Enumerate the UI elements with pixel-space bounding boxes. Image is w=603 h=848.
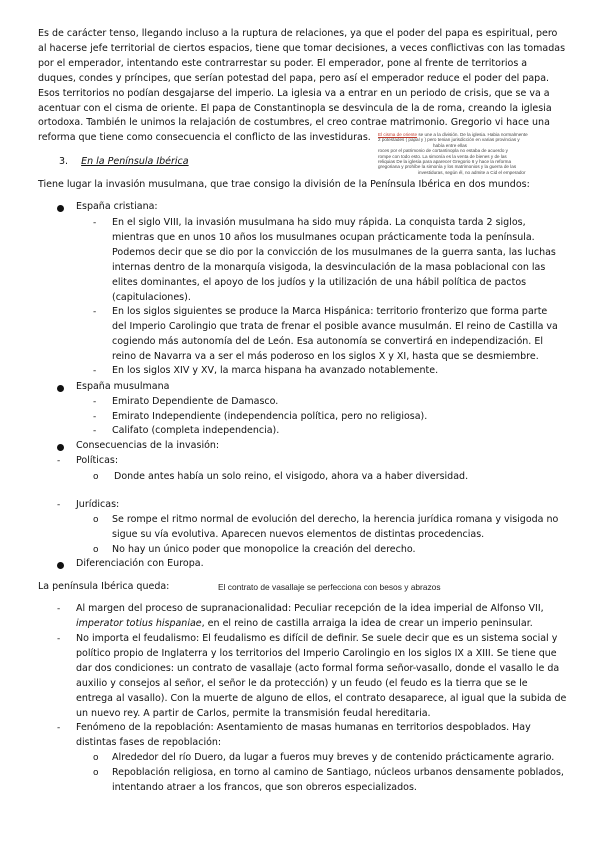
note-line: investiduras, según él, no admite a Cid el emperador xyxy=(418,169,526,175)
cristiana-item-3: En los siglos XIV y XV, la marca hispana ha avanzado notablemente. xyxy=(112,365,439,376)
dash-marker: - xyxy=(57,604,61,614)
bullet-marker xyxy=(57,205,64,212)
section-heading xyxy=(59,155,189,170)
note-line: había entre ellas xyxy=(433,142,467,148)
intro-line: acentuar con el cisma de oriente. El papa de Constantinopla se desvincula de la de roma, creando la iglesia xyxy=(38,102,552,114)
item-line: Podemos decir que se dio por la convicción de los musulmanes de la guerra santa, las luchas xyxy=(112,246,556,258)
bullet-marker xyxy=(57,444,64,451)
item-line-rest: , en el reino de castilla arraiga la idea de crear un imperio peninsular. xyxy=(201,617,533,629)
section-number: 3. xyxy=(59,156,69,167)
peninsula-aside-note: El contrato de vasallaje se perfecciona con besos y abrazos xyxy=(218,582,441,592)
intro-line: duques, condes y príncipes, que serían potestad del papa, pero así el emperador reduce el poder del papa. xyxy=(38,72,550,84)
peninsula-queda-label: La península Ibérica queda: xyxy=(38,581,170,592)
note-line: roces por el patrimonio de cortantinopla no estaba de acuerdo y xyxy=(378,148,508,154)
intro-line: Esos territorios no podían desgajarse del imperio. La iglesia va a entrar en un periodo de crisis, que se va a xyxy=(38,87,550,99)
item-line: En los siglos siguientes se produce la Marca Hispánica: territorio fronterizo que forma parte xyxy=(112,306,548,317)
item-line: (capitulaciones). xyxy=(112,291,191,303)
cristiana-item-2 xyxy=(112,305,558,365)
politicas-title: Políticas: xyxy=(76,455,119,466)
final-item-c xyxy=(76,721,531,751)
note-line: 2 potestades ( papal y ) pero tenian jurisdicción en varias provincias y xyxy=(378,137,520,143)
espana-cristiana-title: España cristiana: xyxy=(76,201,158,212)
final-item-b xyxy=(76,632,566,721)
politicas-item: Donde antes había un solo reino, el visigodo, ahora va a haber diversidad. xyxy=(114,471,469,482)
intro-line: reforma que tiene como consecuencia el conflicto de las investiduras. xyxy=(38,132,371,144)
circle-marker: o xyxy=(93,472,99,482)
item-line: Repoblación religiosa, en torno al camino de Santiago, núcleos urbanos densamente poblados, xyxy=(112,767,564,778)
dash-marker: - xyxy=(93,366,97,376)
musulmana-item: Califato (completa independencia). xyxy=(112,425,280,436)
repoblacion-item: Alrededor del río Duero, da lugar a fueros muy breves y de contenido prácticamente agrario. xyxy=(112,752,555,763)
juridicas-item xyxy=(112,513,558,543)
item-line: Fenómeno de la repoblación: Asentamiento de masas humanas en territorios despoblados. Hay xyxy=(76,722,531,733)
item-line: mientras que en unos 10 años los musulmanes ocupan prácticamente toda la península. xyxy=(112,231,535,243)
circle-marker: o xyxy=(93,753,99,763)
lead-sentence: Tiene lugar la invasión musulmana, que trae consigo la división de la Península Ibérica en dos mundos: xyxy=(38,179,530,190)
intro-line: por el emperador, intentando este contrarrestar su poder. El emperador, pone al frente de territorios a xyxy=(38,57,528,69)
diferenciacion: Diferenciación con Europa. xyxy=(76,558,204,569)
item-line: sigue su vía evolutiva. Aparecen nuevos elementos de distintas procedencias. xyxy=(112,528,485,540)
item-line: entrega al vasallo). Con la muerte de alguno de ellos, el contrato desaparece, al igual que la subida de xyxy=(76,692,567,704)
repoblacion-item xyxy=(112,766,564,796)
dash-marker: - xyxy=(57,723,61,733)
item-line: En el siglo VIII, la invasión musulmana ha sido muy rápida. La conquista tarda 2 siglos, xyxy=(112,217,526,228)
intro-line: al hacerse jefe territorial de ciertos espacios, tiene que tomar decisiones, a veces conflictivas con las tomadas xyxy=(38,42,566,54)
circle-marker: o xyxy=(93,768,99,778)
note-line: rompe con todo esto. La simonía es la venta de bienes y de las xyxy=(378,153,507,159)
intro-line: ortodoxa. También le unimos la relajación de costumbres, el creo contrae matrimonio. Gregorio vi hace una xyxy=(38,117,550,129)
bullet-marker xyxy=(57,385,64,392)
item-line: reino de Navarra va a ser el más poderoso en los siglos X y XI, hasta que se desmiembre. xyxy=(112,350,539,362)
note-line: gregoriana y prohíbe la simonía y los matrimonios y la guerra de las xyxy=(378,164,517,170)
musulmana-item: Emirato Dependiente de Damasco. xyxy=(112,396,279,407)
dash-marker: - xyxy=(57,500,61,510)
item-line: del Imperio Carolingio que trata de frenar el posible avance musulmán. El reino de Castilla va xyxy=(112,320,558,332)
item-line: un nuevo rey. A partir de Carlos, permite la transmisión feudal hereditaria. xyxy=(76,707,431,719)
consecuencias-title: Consecuencias de la invasión: xyxy=(76,440,220,451)
note-line: reliquias De la iglesia para aparecer Gregorio 6 y hace la reforma xyxy=(378,159,512,165)
dash-marker: - xyxy=(57,634,61,644)
item-line: Se rompe el ritmo normal de evolución del derecho, la herencia jurídica romana y visigoda no xyxy=(112,514,559,525)
italic-phrase: imperator totius hispaniae xyxy=(76,617,202,629)
cristiana-item-1 xyxy=(112,216,556,305)
intro-line: Es de carácter tenso, llegando incluso a la ruptura de relaciones, ya que el poder del papa es espiritual, pero xyxy=(38,28,558,39)
bullet-marker xyxy=(57,562,64,569)
item-line: Al margen del proceso de supranacionalidad: Peculiar recepción de la idea imperial de Alfonso VII, xyxy=(76,603,544,614)
item-line: distintas fases de repoblación: xyxy=(76,736,222,748)
dash-marker: - xyxy=(93,397,97,407)
dash-marker: - xyxy=(93,218,97,228)
item-line: auxilio y consejos al señor, el señor le da protección) y un feudo (el feudo es la tierra que se le xyxy=(76,677,528,689)
margin-annotation xyxy=(378,132,528,175)
item-line: político propio de Inglaterra y los territorios del Imperio Carolingio en los siglos IX a XIII. Se tiene que xyxy=(76,647,557,659)
dash-marker: - xyxy=(57,456,61,466)
final-item-a xyxy=(76,602,544,632)
item-line: intentando atraer a los francos, que son obreros especializados. xyxy=(112,781,417,793)
item-line: internas dentro de la monarquía visigoda, la desvinculación de la masa poblacional con las xyxy=(112,261,546,273)
item-line: dar dos condiciones: un contrato de vasallaje (acto formal forma señor-vasallo, donde el vasallo le da xyxy=(76,662,560,674)
item-line: cogiendo más autonomía del de León. Esa autonomía se convertirá en independización. El xyxy=(112,335,543,347)
dash-marker: - xyxy=(93,412,97,422)
espana-musulmana-title: España musulmana xyxy=(76,381,170,392)
section-title: En la Península Ibérica xyxy=(81,156,189,167)
intro-paragraph xyxy=(38,27,565,146)
circle-marker: o xyxy=(93,545,99,555)
note-line: se une a la división. De la iglesia. Habia normalmente xyxy=(418,132,528,137)
juridicas-title: Jurídicas: xyxy=(76,499,120,510)
dash-marker: - xyxy=(93,307,97,317)
dash-marker: - xyxy=(93,426,97,436)
item-line: elites dominantes, el apoyo de los judíos y la utilización de una hábil política de pactos xyxy=(112,276,527,288)
musulmana-item: Emirato Independiente (independencia política, pero no religiosa). xyxy=(112,411,428,422)
circle-marker: o xyxy=(93,515,99,525)
item-line: No importa el feudalismo: El feudalismo es difícil de definir. Se suele decir que es un sistema social y xyxy=(76,633,558,644)
juridicas-item: No hay un único poder que monopolice la creación del derecho. xyxy=(112,544,416,555)
note-lead: El cisma de oriente xyxy=(378,132,418,137)
